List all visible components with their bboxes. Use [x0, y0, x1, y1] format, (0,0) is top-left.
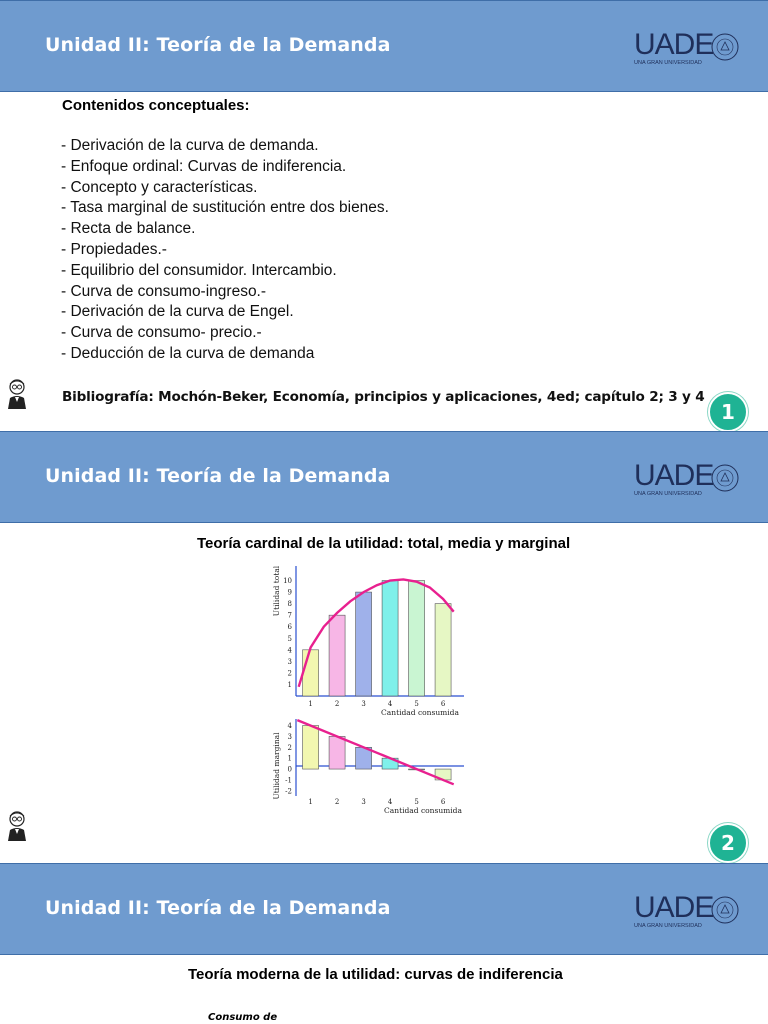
x-tick-label: 1	[308, 700, 313, 708]
y-tick-label: 3	[287, 732, 292, 741]
y-tick-label: 9	[287, 588, 292, 597]
y-tick-label: 5	[287, 634, 292, 643]
logo-text: UADE	[634, 891, 714, 924]
slide2-banner	[0, 431, 768, 523]
uade-logo	[634, 460, 744, 500]
y-axis-label: Utilidad total	[272, 565, 281, 617]
x-axis-label: Cantidad consumida	[381, 708, 459, 717]
list-item: - Deducción de la curva de demanda	[61, 344, 315, 362]
list-item: - Curva de consumo-ingreso.-	[61, 282, 267, 300]
x-axis-label: Cantidad consumida	[384, 806, 462, 815]
list-item: - Derivación de la curva de Engel.	[61, 303, 294, 321]
bar	[329, 736, 345, 769]
bar	[382, 581, 398, 696]
y-tick-label: 10	[283, 577, 292, 586]
x-tick-label: 5	[414, 700, 419, 708]
list-item: - Tasa marginal de sustitución entre dos bienes.	[61, 199, 389, 217]
list-item: - Concepto y características.	[61, 178, 258, 196]
bar	[409, 581, 425, 696]
x-tick-label: 3	[361, 700, 366, 708]
y-tick-label: 4	[287, 646, 292, 655]
list-item: - Equilibrio del consumidor. Intercambio.	[61, 261, 337, 279]
x-tick-label: 1	[308, 798, 313, 806]
bar	[329, 615, 345, 696]
professor-avatar-icon	[5, 810, 29, 842]
logo-tagline: UNA GRAN UNIVERSIDAD	[634, 923, 702, 929]
slide1-banner	[0, 0, 768, 92]
page-number-badge: 1	[708, 392, 748, 432]
y-tick-label: 8	[287, 600, 292, 609]
figure-label-fragment: Consumo de	[208, 1012, 278, 1023]
x-tick-label: 2	[334, 798, 340, 806]
section-heading: Contenidos conceptuales:	[62, 97, 250, 114]
page-number-badge: 2	[708, 823, 748, 863]
logo-text: UADE	[634, 459, 714, 492]
list-item: - Recta de balance.	[61, 220, 196, 238]
y-tick-label: 3	[287, 657, 292, 666]
x-tick-label: 4	[387, 798, 393, 806]
y-tick-label: -1	[285, 776, 292, 785]
logo-tagline: UNA GRAN UNIVERSIDAD	[634, 60, 702, 66]
banner-title: Unidad II: Teoría de la Demanda	[45, 465, 391, 487]
professor-avatar-icon	[5, 378, 29, 410]
y-tick-label: 0	[287, 765, 292, 774]
uade-logo	[634, 29, 744, 69]
bar	[303, 650, 319, 696]
y-tick-label: 4	[287, 722, 292, 731]
bibliography: Bibliografía: Mochón-Beker, Economía, principios y aplicaciones, 4ed; capítulo 2; 3 y 4	[62, 389, 705, 405]
seal-icon	[710, 32, 740, 62]
x-tick-label: 3	[361, 798, 366, 806]
seal-icon	[710, 895, 740, 925]
list-item: - Derivación de la curva de demanda.	[61, 137, 319, 154]
section-heading: Teoría cardinal de la utilidad: total, media y marginal	[197, 535, 571, 552]
y-tick-label: -2	[285, 787, 292, 796]
banner-title: Unidad II: Teoría de la Demanda	[45, 34, 391, 56]
y-axis-label: Utilidad marginal	[272, 732, 281, 800]
x-tick-label: 6	[440, 798, 446, 806]
logo-text: UADE	[634, 28, 714, 61]
utility-charts	[268, 561, 490, 826]
y-tick-label: 2	[287, 743, 292, 752]
list-item: - Curva de consumo- precio.-	[61, 324, 262, 342]
x-tick-label: 6	[440, 700, 446, 708]
y-tick-label: 1	[287, 680, 292, 689]
content-list	[61, 136, 389, 365]
bar	[356, 592, 372, 696]
total-utility-curve	[299, 579, 454, 686]
list-item: - Propiedades.-	[61, 240, 167, 258]
bar	[435, 604, 451, 696]
uade-logo	[634, 892, 744, 932]
y-tick-label: 2	[287, 669, 292, 678]
bar	[303, 726, 319, 770]
list-item: - Enfoque ordinal: Curvas de indiferencia.	[61, 157, 347, 175]
y-tick-label: 6	[287, 623, 292, 632]
seal-icon	[710, 463, 740, 493]
x-tick-label: 2	[334, 700, 340, 708]
slide3-banner	[0, 863, 768, 955]
x-tick-label: 4	[387, 700, 393, 708]
banner-title: Unidad II: Teoría de la Demanda	[45, 897, 391, 919]
y-tick-label: 1	[287, 754, 292, 763]
logo-tagline: UNA GRAN UNIVERSIDAD	[634, 491, 702, 497]
marginal-utility-curve	[297, 720, 453, 784]
section-heading: Teoría moderna de la utilidad: curvas de indiferencia	[188, 966, 563, 983]
y-tick-label: 7	[287, 611, 292, 620]
x-tick-label: 5	[414, 798, 419, 806]
